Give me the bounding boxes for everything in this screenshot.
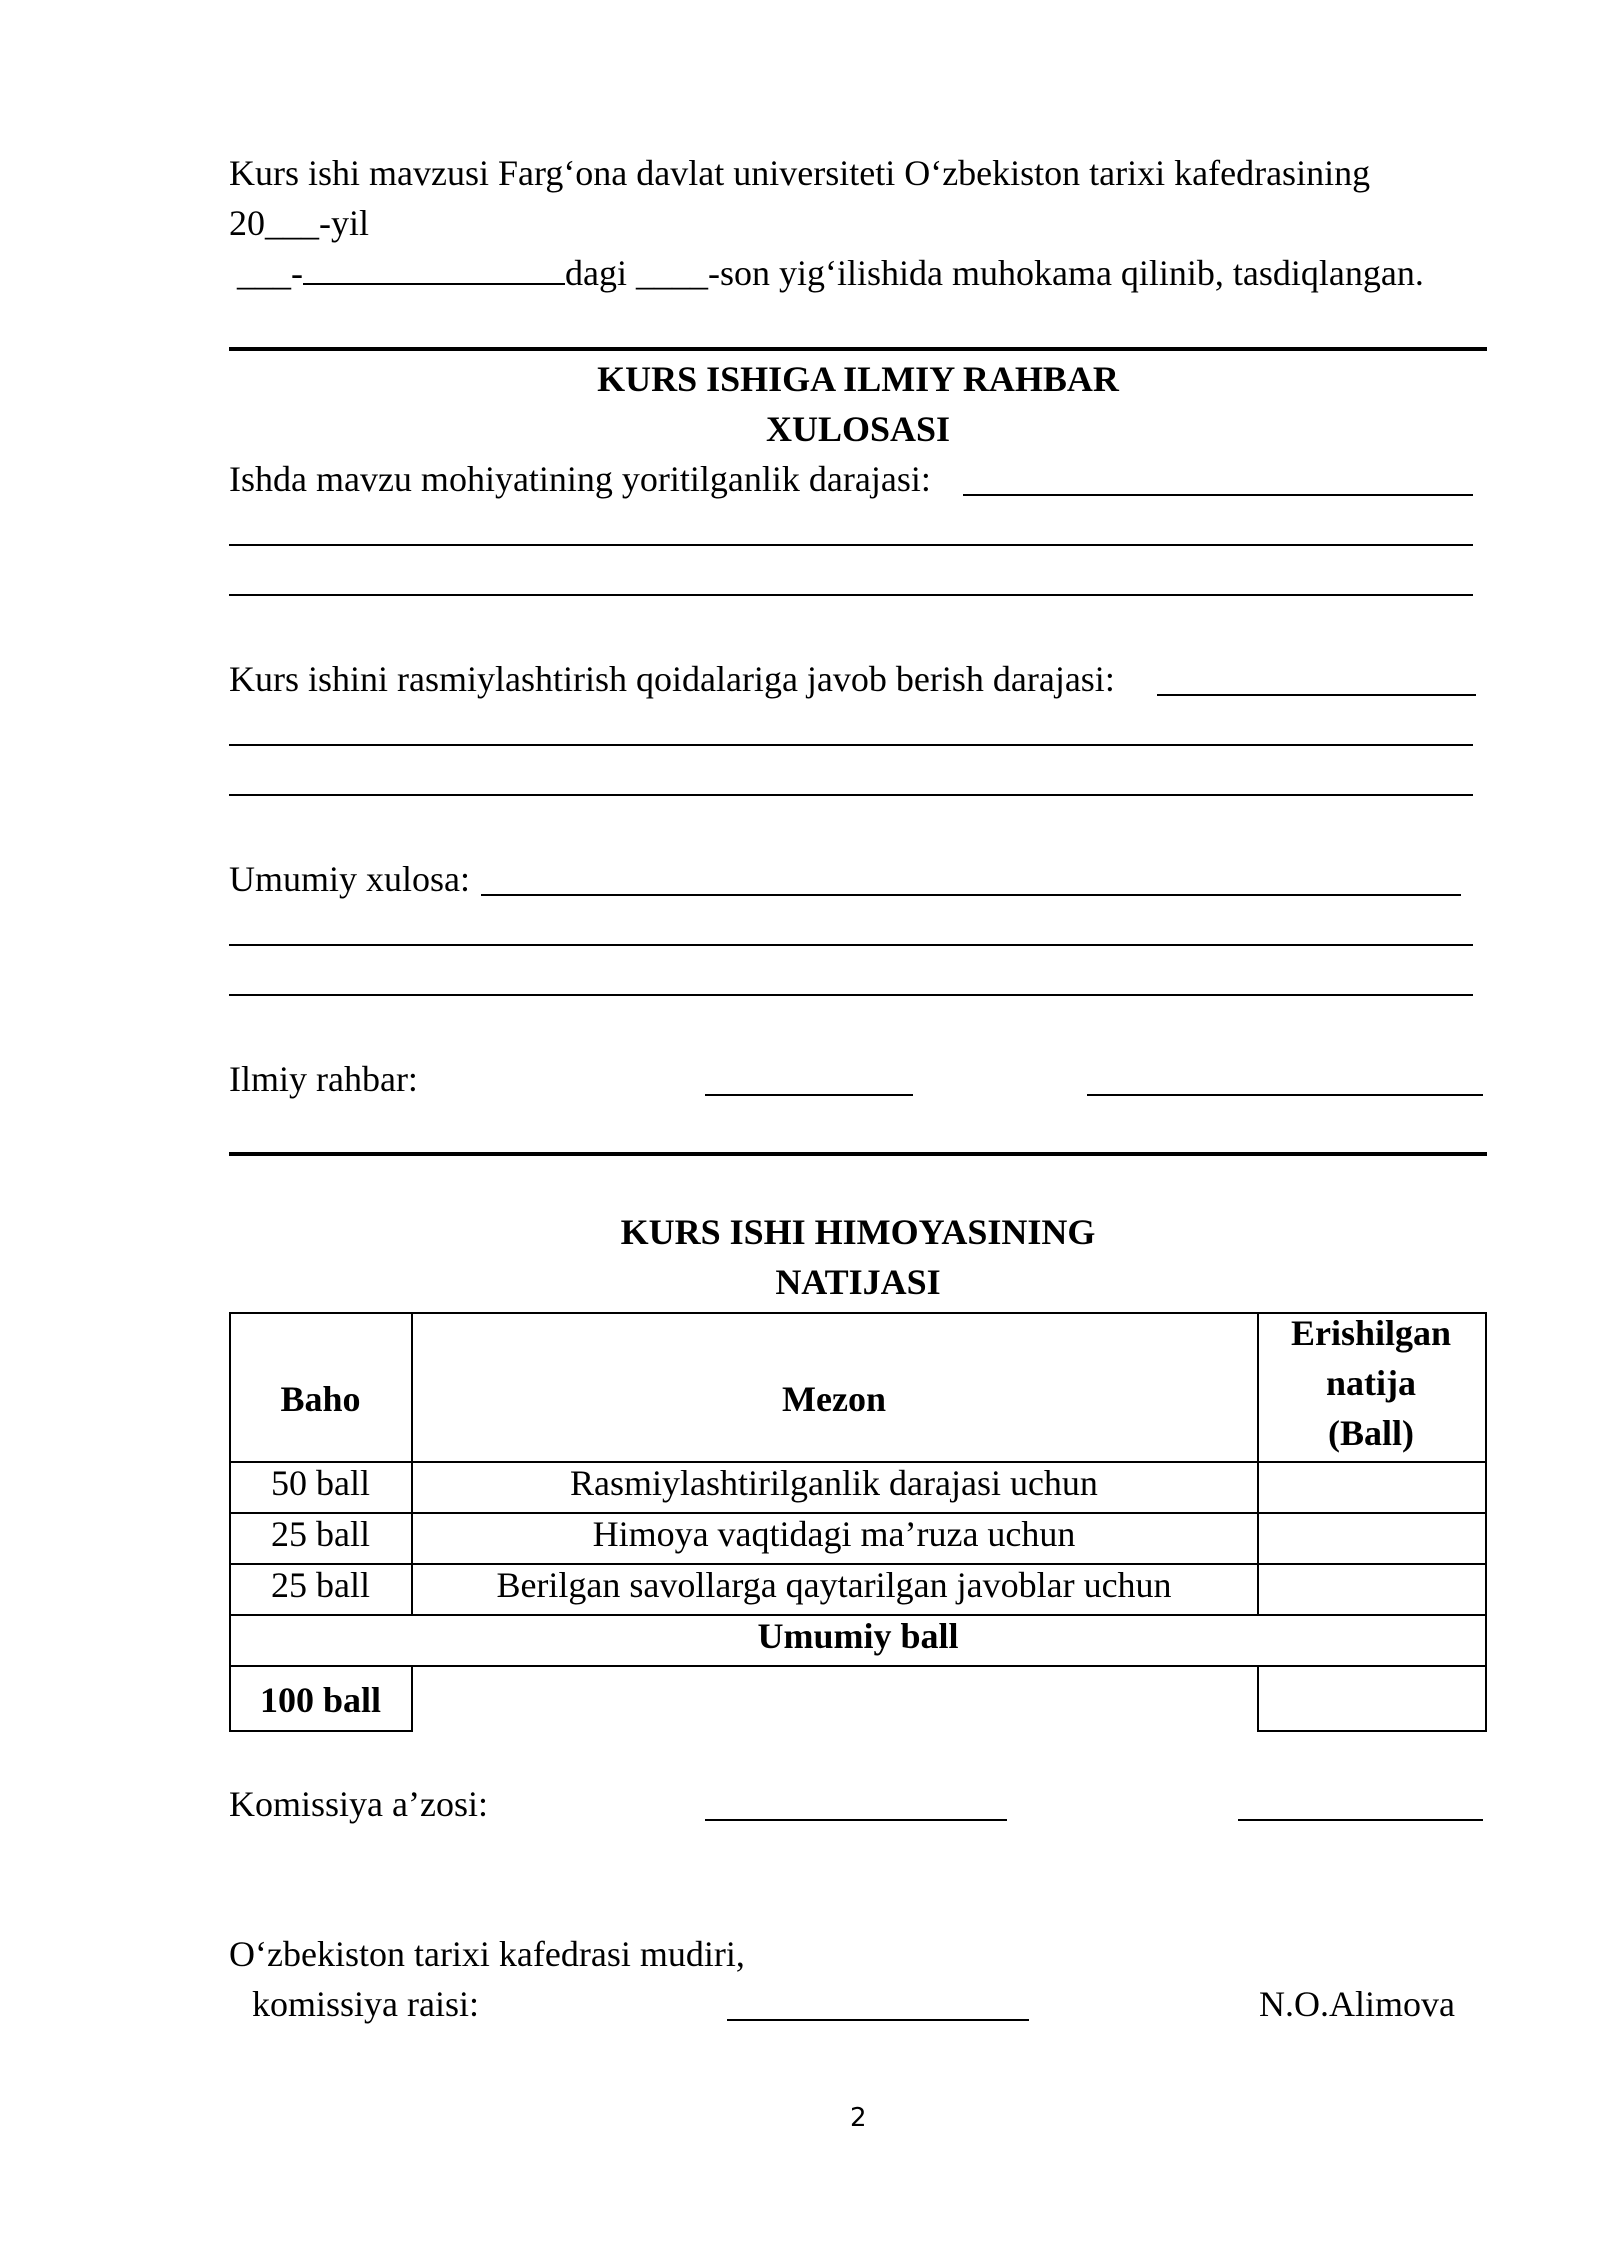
row-1-mezon: Rasmiylashtirilganlik darajasi uchun (570, 1463, 1098, 1503)
row-2-baho: 25 ball (271, 1514, 370, 1554)
total-label: Umumiy ball (757, 1616, 959, 1656)
head-name: N.O.Alimova (1259, 1984, 1455, 2024)
q2-answer-line-2 (229, 744, 1473, 746)
q3-answer-line-2 (229, 944, 1473, 946)
q1-label: Ishda mavzu mohiyatining yoritilganlik darajasi: (229, 459, 931, 499)
row-3-mezon: Berilgan savollarga qaytarilgan javoblar uchun (496, 1565, 1172, 1605)
q3-label: Umumiy xulosa: (229, 859, 470, 899)
conclusion-title-line-2: XULOSASI (765, 409, 951, 449)
head-title-line-1: O‘zbekiston tarixi kafedrasi mudiri, (229, 1934, 745, 1974)
member-signature-line (705, 1819, 1007, 1821)
total-baho: 100 ball (259, 1680, 382, 1720)
supervisor-label: Ilmiy rahbar: (229, 1059, 418, 1099)
date-day-blank: ___- (237, 253, 303, 293)
q2-label: Kurs ishini rasmiylashtirish qoidalariga javob berish darajasi: (229, 659, 1115, 699)
table-rule (1257, 1730, 1487, 1732)
page-number: 2 (850, 2103, 867, 2133)
table-rule (229, 1665, 1487, 1667)
supervisor-name-line (1087, 1094, 1483, 1096)
q3-answer-line-1 (481, 894, 1461, 896)
q2-answer-line-1 (1157, 694, 1476, 696)
q2-answer-line-3 (229, 794, 1473, 796)
table-rule (1257, 1665, 1259, 1732)
intro-line-3 (237, 252, 1424, 295)
intro-line-1: Kurs ishi mavzusi Farg‘ona davlat universiteti O‘zbekiston tarixi kafedrasining (229, 153, 1371, 193)
header-natija-line-1: Erishilgan (1290, 1313, 1452, 1353)
row-2-mezon: Himoya vaqtidagi ma’ruza uchun (592, 1514, 1076, 1554)
table-rule (1257, 1312, 1259, 1614)
row-1-baho: 50 ball (271, 1463, 370, 1503)
head-signature-line (727, 2019, 1029, 2021)
q3-answer-line-3 (229, 994, 1473, 996)
intro-line-2: 20___-yil (229, 203, 369, 243)
section-divider-1 (229, 347, 1487, 351)
defense-title-line-1: KURS ISHI HIMOYASINING (620, 1212, 1096, 1252)
supervisor-signature-line (705, 1094, 913, 1096)
table-rule (1485, 1312, 1487, 1732)
q1-answer-line-1 (963, 494, 1473, 496)
q1-answer-line-3 (229, 594, 1473, 596)
header-natija-line-2: natija (1326, 1363, 1416, 1403)
head-title-line-2: komissiya raisi: (252, 1984, 479, 2024)
date-month-blank (303, 253, 565, 285)
header-natija-line-3: (Ball) (1328, 1413, 1414, 1453)
section-divider-2 (229, 1152, 1487, 1156)
meeting-text: dagi ____-son yig‘ilishida muhokama qilinib, tasdiqlangan. (565, 253, 1424, 293)
table-rule (229, 1730, 412, 1732)
conclusion-title-line-1: KURS ISHIGA ILMIY RAHBAR (597, 359, 1119, 399)
commission-member-label: Komissiya a’zosi: (229, 1784, 488, 1824)
header-baho: Baho (280, 1379, 361, 1419)
header-mezon: Mezon (782, 1379, 886, 1419)
defense-title-line-2: NATIJASI (775, 1262, 941, 1302)
row-3-baho: 25 ball (271, 1565, 370, 1605)
q1-answer-line-2 (229, 544, 1473, 546)
member-name-line (1238, 1819, 1483, 1821)
